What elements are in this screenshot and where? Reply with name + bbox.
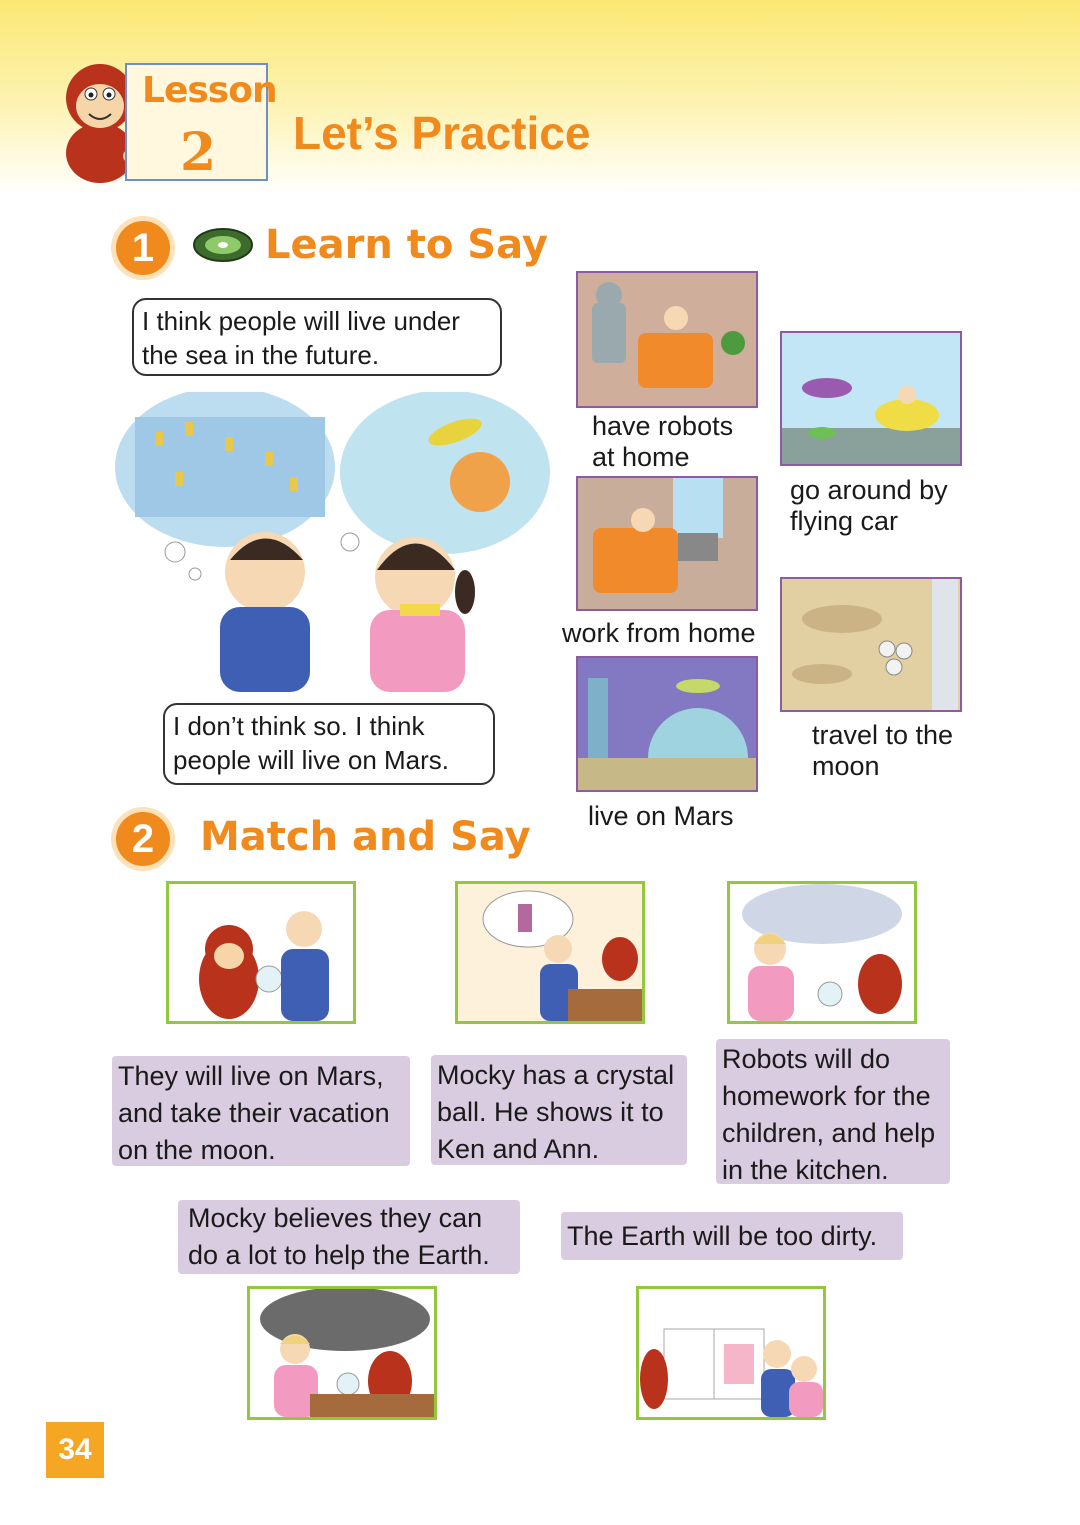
note-robots-homework: Robots will do homework for the children, and help in the kitchen. <box>716 1039 950 1184</box>
lesson-label: Lesson <box>142 70 277 111</box>
match-picture-4 <box>247 1286 437 1420</box>
note-help-earth: Mocky believes they can do a lot to help the Earth. <box>178 1200 520 1274</box>
caption-robots: have robots at home <box>592 411 734 472</box>
note-mars-vacation: They will live on Mars, and take their vacation on the moon. <box>112 1056 410 1166</box>
caption-work-home: work from home <box>562 618 756 648</box>
caption-mars: live on Mars <box>588 801 734 831</box>
cd-audio-icon[interactable] <box>192 222 254 268</box>
speech-bubble-top: I think people will live under the sea in the future. <box>132 298 502 376</box>
match-picture-3 <box>727 881 917 1024</box>
page-title: Let’s Practice <box>293 107 591 159</box>
kids-thinking-illustration <box>115 392 555 692</box>
section1-badge: 1 <box>116 221 170 275</box>
lesson-number: 2 <box>180 122 217 183</box>
match-picture-1 <box>166 881 356 1024</box>
note-earth-dirty: The Earth will be too dirty. <box>561 1212 903 1260</box>
robots-at-home-picture <box>576 271 758 408</box>
match-picture-5 <box>636 1286 826 1420</box>
caption-moon: travel to the moon <box>812 720 954 781</box>
moon-travel-picture <box>780 577 962 712</box>
caption-flying-car: go around by flying car <box>790 475 948 536</box>
flying-car-picture <box>780 331 962 466</box>
section2-title: Match and Say <box>200 814 531 860</box>
section2-badge: 2 <box>116 812 170 866</box>
note-crystal-ball: Mocky has a crystal ball. He shows it to Ken and Ann. <box>431 1055 687 1165</box>
section1-title: Learn to Say <box>265 222 548 268</box>
speech-bubble-bottom: I don’t think so. I think people will live on Mars. <box>163 703 495 785</box>
page-number: 34 <box>46 1422 104 1478</box>
match-picture-2 <box>455 881 645 1024</box>
live-on-mars-picture <box>576 656 758 792</box>
work-from-home-picture <box>576 476 758 611</box>
